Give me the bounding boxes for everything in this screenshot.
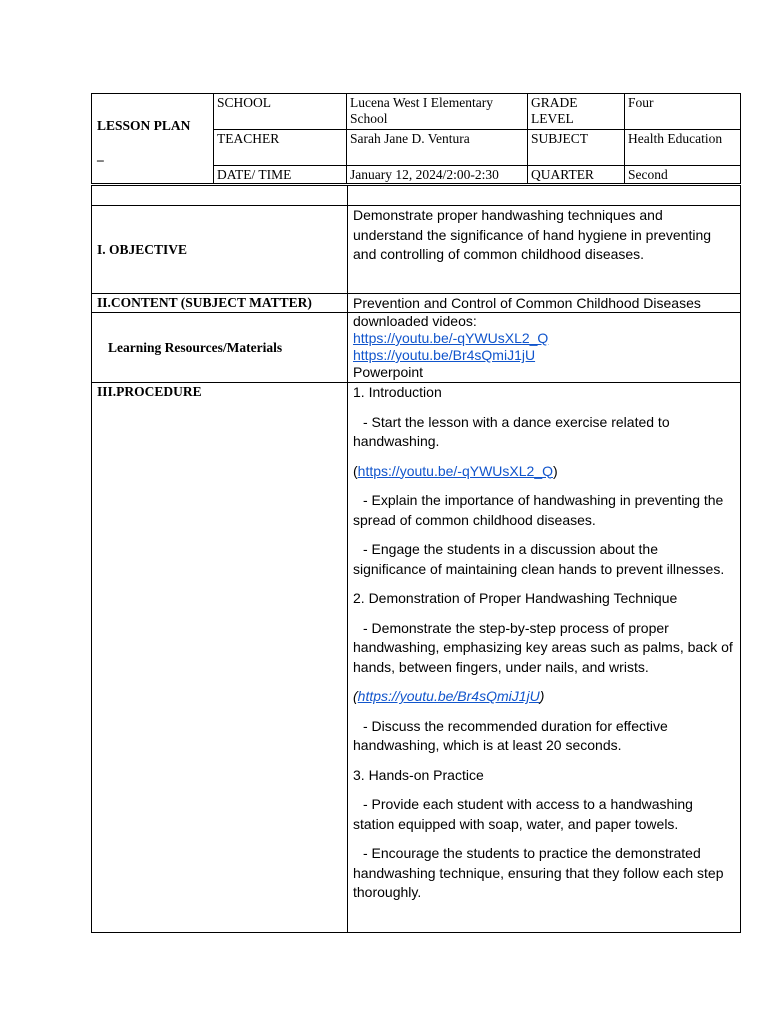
grade-value: Four (625, 94, 741, 130)
grade-label: GRADE LEVEL (528, 94, 625, 130)
paren-close: ) (553, 462, 558, 479)
practice-step-1: - Provide each student with access to a handwashing station equipped with soap, water, and paper towels. (353, 796, 693, 832)
paren-open: ( (353, 462, 358, 479)
demo-step-2: - Discuss the recommended duration for effective handwashing, which is at least 20 seconds. (353, 717, 668, 753)
header-table (91, 93, 741, 184)
resources-label (92, 313, 348, 383)
resources-cell (348, 313, 741, 383)
school-label: SCHOOL (214, 94, 347, 130)
lesson-plan-dash: – (97, 152, 104, 167)
spacer-row (92, 186, 741, 206)
practice-step-2: - Encourage the students to practice the demonstrated handwashing technique, ensuring that they follow each step thoroughly. (353, 845, 724, 900)
demo-step-1: - Demonstrate the step-by-step process of proper handwashing, emphasizing key areas such as palms, back of hands, between fingers, under nails, and wrists. (353, 619, 733, 675)
intro-heading: 1. Introduction (353, 384, 442, 400)
spacer-cell-right (348, 186, 741, 206)
demo-link-line (353, 687, 735, 707)
demo-paren-open: ( (353, 688, 358, 704)
teacher-value: Sarah Jane D. Ventura (347, 130, 528, 166)
content-text: Prevention and Control of Common Childhood Diseases (348, 294, 741, 313)
intro-step-3: - Engage the students in a discussion about the significance of maintaining clean hands to prevent illnesses. (353, 541, 725, 577)
demo-heading: 2. Demonstration of Proper Handwashing Technique (353, 590, 678, 606)
intro-step-1: - Start the lesson with a dance exercise related to handwashing. (353, 413, 670, 449)
spacer-cell-left (92, 186, 348, 206)
lesson-plan-cell (92, 94, 214, 184)
date-label: DATE/ TIME (214, 166, 347, 184)
procedure-cell (348, 383, 741, 933)
resources-label-text: Learning Resources/Materials (108, 340, 283, 355)
quarter-value: Second (625, 166, 741, 184)
demo-video-link[interactable]: https://youtu.be/Br4sQmiJ1jU (357, 688, 540, 704)
procedure-label: III.PROCEDURE (92, 383, 348, 933)
date-value: January 12, 2024/2:00-2:30 (347, 166, 528, 184)
quarter-label: QUARTER (528, 166, 625, 184)
intro-step-2: - Explain the importance of handwashing in preventing the spread of common childhood diseases. (353, 492, 724, 528)
content-label: II.CONTENT (SUBJECT MATTER) (92, 294, 348, 313)
procedure-row (92, 383, 741, 933)
lesson-plan-title: LESSON PLAN (97, 118, 191, 133)
lesson-table (91, 185, 741, 933)
intro-video-link[interactable]: https://youtu.be/-qYWUsXL2_Q (357, 462, 553, 479)
resources-row (92, 313, 741, 383)
subject-label: SUBJECT (528, 130, 625, 166)
content-row (92, 294, 741, 313)
demo-paren-close: ) (539, 688, 545, 704)
objective-label: I. OBJECTIVE (92, 206, 348, 294)
resources-powerpoint: Powerpoint (353, 364, 424, 380)
practice-heading: 3. Hands-on Practice (353, 766, 484, 783)
objective-text: Demonstrate proper handwashing techniques and understand the significance of hand hygiene in preventing and controlling of common childhood diseases. (348, 206, 741, 294)
school-value: Lucena West I Elementary School (347, 94, 528, 130)
resource-link-2[interactable]: https://youtu.be/Br4sQmiJ1jU (353, 347, 536, 363)
teacher-label: TEACHER (214, 130, 347, 166)
resources-intro: downloaded videos: (353, 313, 477, 329)
intro-link-line (353, 462, 735, 482)
objective-row (92, 206, 741, 294)
resource-link-1[interactable]: https://youtu.be/-qYWUsXL2_Q (353, 330, 549, 346)
subject-value: Health Education (625, 130, 741, 166)
